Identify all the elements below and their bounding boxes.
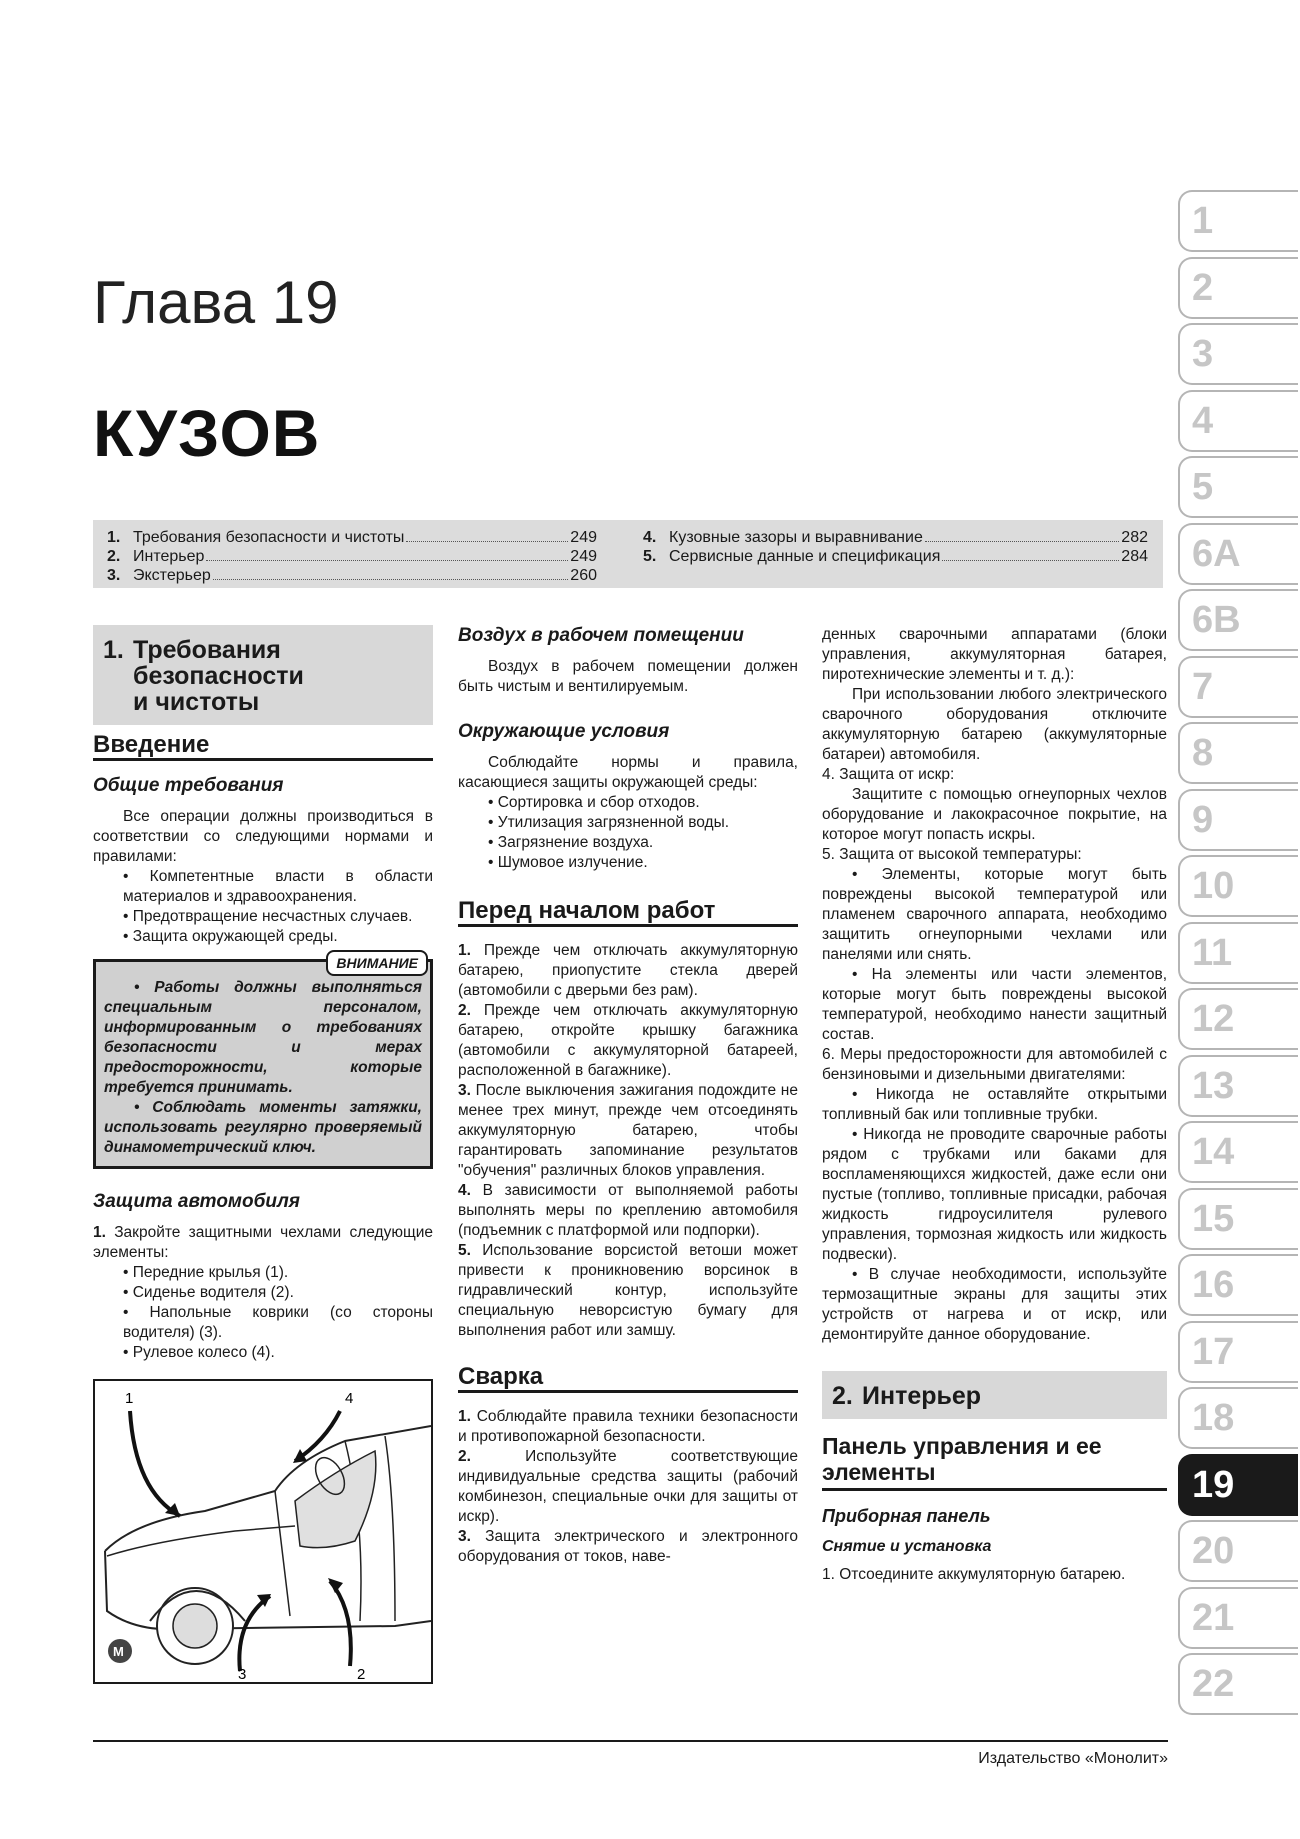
bullet-item: • Сортировка и сбор отходов. — [458, 793, 798, 813]
section-number: 1. — [103, 636, 124, 664]
chapter-tab-13[interactable]: 13 — [1178, 1055, 1298, 1117]
column-1 — [93, 625, 433, 1684]
numbered-item — [458, 1001, 798, 1081]
chapter-tab-20[interactable]: 20 — [1178, 1520, 1298, 1582]
chapter-tab-3[interactable]: 3 — [1178, 323, 1298, 385]
toc-right-column — [643, 528, 1148, 566]
bullet-item: • Защита окружающей среды. — [93, 927, 433, 947]
chapter-tab-1[interactable]: 1 — [1178, 190, 1298, 252]
section-title: Интерьер — [862, 1382, 982, 1410]
footer-divider — [93, 1740, 1168, 1742]
bullet-item: • Передние крылья (1). — [93, 1263, 433, 1283]
chapter-tab-21[interactable]: 21 — [1178, 1587, 1298, 1649]
svg-text:M: M — [113, 1644, 124, 1659]
numbered-item: 4. Защита от искр: — [822, 766, 955, 783]
numbered-item — [458, 941, 798, 1001]
toc-item[interactable] — [643, 547, 1148, 566]
item-number: 5. — [458, 1242, 471, 1259]
item-text: В зависимости от выполняемой работы выполнять меры по креплению автомобиля (подъемник с платформой или подпорки). — [458, 1182, 799, 1239]
figure-label-1: 1 — [125, 1390, 134, 1407]
section-title-line: и чистоты — [133, 688, 260, 716]
item-number: 3. — [458, 1082, 471, 1099]
toc-item-text: Кузовные зазоры и выравнивание — [669, 529, 923, 546]
section-title-line: Требования — [133, 636, 281, 664]
item-number: 1. — [458, 942, 471, 959]
paragraph: При использовании любого электрического сварочного оборудования отключите аккумуляторную батарею (аккумуляторные батареи) автомобиля. — [822, 686, 1167, 763]
numbered-item: 1. Отсоедините аккумуляторную батарею. — [822, 1566, 1126, 1583]
bullet-item: • Компетентные власти в области материалов и здравоохранения. — [93, 867, 433, 907]
toc-item-page: 260 — [570, 567, 597, 584]
item-text: Защита электрического и электронного оборудования от токов, наве- — [458, 1528, 798, 1565]
item-number: 2. — [458, 1448, 471, 1465]
figure-label-2: 2 — [357, 1666, 366, 1682]
chapter-tab-19[interactable]: 19 — [1178, 1454, 1298, 1516]
item-number: 1. — [93, 1224, 106, 1241]
numbered-item — [458, 1241, 798, 1341]
warning-text-1: Работы должны выполняться специальным персоналом, информированным о требованиях безопасности и мерах предосторожности, которые требуется принимать. — [104, 979, 422, 1096]
section-1-header — [93, 625, 433, 725]
general-requirements-heading: Общие требования — [93, 775, 284, 796]
bullet-paragraph: • Элементы, которые могут быть повреждены высокой температурой или пламенем сварочного аппарата, необходимо защитить огнеупорными чехлами или панелями или снять. — [822, 866, 1167, 963]
car-protection-heading: Защита автомобиля — [93, 1191, 300, 1212]
toc-leader — [942, 560, 1119, 561]
numbered-item — [458, 1081, 798, 1181]
chapter-tab-2[interactable]: 2 — [1178, 257, 1298, 319]
bullet-paragraph: • На элементы или части элементов, которые могут быть повреждены высокой температурой, необходимо нанести защитный состав. — [822, 966, 1167, 1043]
toc-item-text: Сервисные данные и спецификация — [669, 548, 941, 565]
chapter-tab-6b[interactable]: 6B — [1178, 589, 1298, 651]
publisher-name: Издательство «Монолит» — [978, 1750, 1168, 1767]
toc-item[interactable] — [107, 547, 597, 566]
chapter-tab-4[interactable]: 4 — [1178, 390, 1298, 452]
toc-item[interactable] — [107, 566, 597, 585]
chapter-tab-14[interactable]: 14 — [1178, 1121, 1298, 1183]
bullet-text: В случае необходимости, используйте термозащитные экраны для защиты этих устройств от нагрева и от искр, или демонтируйте данное оборудование. — [822, 1266, 1167, 1343]
chapter-tab-12[interactable]: 12 — [1178, 988, 1298, 1050]
numbered-item — [458, 1447, 798, 1527]
bullet-item: • Загрязнение воздуха. — [458, 833, 798, 853]
bullet-text: Никогда не оставляйте открытыми топливный бак или топливные трубки. — [822, 1086, 1168, 1123]
before-work-heading: Перед началом работ — [458, 901, 798, 927]
car-illustration — [95, 1381, 431, 1682]
column-3 — [822, 625, 1167, 1585]
toc-item-text: Экстерьер — [133, 567, 211, 584]
toc-item-page: 282 — [1121, 529, 1148, 546]
column-2 — [458, 625, 798, 1567]
dashboard-heading: Приборная панель — [822, 1506, 991, 1526]
numbered-item — [458, 1407, 798, 1447]
chapter-tab-10[interactable]: 10 — [1178, 855, 1298, 917]
item-text: Используйте соответствующие индивидуальные средства защиты (рабочий комбинезон, специальные очки для защиты от искр). — [458, 1448, 799, 1525]
item-text: Соблюдайте правила техники безопасности и противопожарной безопасности. — [458, 1408, 799, 1445]
environment-heading: Окружающие условия — [458, 721, 670, 742]
intro-heading: Введение — [93, 735, 433, 761]
air-heading: Воздух в рабочем помещении — [458, 625, 744, 646]
numbered-item: 5. Защита от высокой температуры: — [822, 846, 1082, 863]
chapter-tab-8[interactable]: 8 — [1178, 722, 1298, 784]
chapter-tab-22[interactable]: 22 — [1178, 1653, 1298, 1715]
toc-leader — [925, 541, 1119, 542]
toc-leader — [406, 541, 568, 542]
chapter-tab-7[interactable]: 7 — [1178, 656, 1298, 718]
item-text: Использование ворсистой ветоши может привести к проникновению ворсинок в гидравлический контур, используйте специальную неворсистую бумагу для выполнения работ или замшу. — [458, 1242, 798, 1339]
section-title-line: безопасности — [133, 662, 304, 690]
warning-box — [93, 955, 433, 1169]
chapter-tab-15[interactable]: 15 — [1178, 1188, 1298, 1250]
chapter-tab-9[interactable]: 9 — [1178, 789, 1298, 851]
toc-item-number: 2. — [107, 548, 121, 565]
bullet-text: На элементы или части элементов, которые могут быть повреждены высокой температурой, необходимо нанести защитный состав. — [822, 966, 1167, 1043]
welding-heading: Сварка — [458, 1367, 798, 1393]
toc-item-page: 284 — [1121, 548, 1148, 565]
bullet-text: Элементы, которые могут быть повреждены высокой температурой или пламенем сварочного аппарата, необходимо защитить огнеупорными чехлами или панелями или снять. — [822, 866, 1167, 963]
toc-item-number: 5. — [643, 548, 657, 565]
warning-text: • Соблюдать моменты затяжки, использовать регулярно проверяемый динамометрический ключ. — [104, 1099, 422, 1156]
air-text: Воздух в рабочем помещении должен быть чистым и вентилируемым. — [458, 658, 798, 695]
numbered-item — [458, 1527, 798, 1567]
general-text: Все операции должны производиться в соответствии со следующими нормами и правилами: — [93, 808, 433, 865]
item-number: 3. — [458, 1528, 471, 1545]
warning-label: ВНИМАНИЕ — [326, 950, 428, 976]
toc-item-page: 249 — [570, 529, 597, 546]
numbered-item: 6. Меры предосторожности для автомобилей с бензиновыми и дизельными двигателями: — [822, 1046, 1167, 1083]
toc-item-number: 1. — [107, 529, 121, 546]
figure-label-4: 4 — [345, 1390, 354, 1407]
protect-text — [93, 1223, 433, 1263]
toc-left-column — [107, 528, 597, 585]
toc-item-number: 3. — [107, 567, 121, 584]
numbered-item — [458, 1181, 798, 1241]
chapter-title: КУЗОВ — [93, 396, 321, 470]
toc-leader — [213, 579, 569, 580]
item-number: 1. — [458, 1408, 471, 1425]
chapter-tab-5[interactable]: 5 — [1178, 456, 1298, 518]
bullet-text: Никогда не проводите сварочные работы рядом с трубками или баками для воспламеняющихся жидкостей, даже если они пустые (топливо, топливные присадки, рабочая жидкость гидроусилителя рулевого управления, тормозная жидкость или жидкость подвески). — [822, 1126, 1168, 1263]
chapter-tab-16[interactable]: 16 — [1178, 1254, 1298, 1316]
item-text: Прежде чем отключать аккумуляторную батарею, откройте крышку багажника (автомобили с аккумуляторной батареей, расположенной в багажнике). — [458, 1002, 798, 1079]
toc-item-text: Интерьер — [133, 548, 205, 565]
chapter-number: Глава 19 — [93, 269, 339, 336]
bullet-item: • Шумовое излучение. — [458, 853, 798, 873]
removal-installation-heading: Снятие и установка — [822, 1538, 992, 1555]
item-text: После выключения зажигания подождите не менее трех минут, прежде чем отсоединять аккумуляторную батарею, чтобы гарантировать запоминание результатов "обучения" различных блоков управления. — [458, 1082, 798, 1179]
control-panel-heading: Панель управления и ее элементы — [822, 1433, 1167, 1491]
item-number: 4. — [458, 1182, 471, 1199]
toc-item-page: 249 — [570, 548, 597, 565]
environment-text: Соблюдайте нормы и правила, касающиеся защиты окружающей среды: — [458, 754, 798, 791]
figure-label-3: 3 — [238, 1666, 247, 1682]
item-text: Прежде чем отключать аккумуляторную батарею, приопустите стекла дверей (автомобили с дверьми без рам). — [458, 942, 798, 999]
table-of-contents — [93, 520, 1163, 588]
paragraph: Защитите с помощью огнеупорных чехлов оборудование и лакокрасочное покрытие, на которое могут попасть искры. — [822, 786, 1167, 843]
warning-text: • Работы должны выполняться специальным персоналом, информированным о требованиях безопасности и мерах предосторожности, которые требуется принимать. — [104, 979, 422, 1096]
bullet-paragraph: • Никогда не проводите сварочные работы рядом с трубками или баками для воспламеняющихся жидкостей, даже если они пустые (топливо, топливные присадки, рабочая жидкость гидроусилителя рулевого управления, тормозная жидкость или жидкость подвески). — [822, 1126, 1168, 1263]
chapter-tab-11[interactable]: 11 — [1178, 922, 1298, 984]
toc-item[interactable] — [643, 528, 1148, 547]
bullet-paragraph: • Никогда не оставляйте открытыми топливный бак или топливные трубки. — [822, 1086, 1168, 1123]
protect-text-body: Закройте защитными чехлами следующие элементы: — [93, 1224, 433, 1261]
bullet-item: • Рулевое колесо (4). — [93, 1343, 433, 1363]
car-protection-figure — [93, 1379, 433, 1684]
section-number: 2. — [832, 1382, 853, 1410]
warning-text-2: Соблюдать моменты затяжки, использовать регулярно проверяемый динамометрический ключ. — [104, 1099, 422, 1156]
chapter-tab-6a[interactable]: 6A — [1178, 523, 1298, 585]
bullet-item: • Напольные коврики (со стороны водителя) (3). — [93, 1303, 433, 1343]
toc-item-text: Требования безопасности и чистоты — [133, 529, 405, 546]
chapter-tab-17[interactable]: 17 — [1178, 1321, 1298, 1383]
toc-leader — [206, 560, 568, 561]
bullet-item: • Утилизация загрязненной воды. — [458, 813, 798, 833]
toc-item-number: 4. — [643, 529, 657, 546]
item-number: 2. — [458, 1002, 471, 1019]
bullet-item: • Сиденье водителя (2). — [93, 1283, 433, 1303]
section-2-header — [822, 1371, 1167, 1419]
bullet-paragraph: • В случае необходимости, используйте термозащитные экраны для защиты этих устройств от нагрева и от искр, или демонтируйте данное оборудование. — [822, 1266, 1167, 1343]
paragraph: денных сварочными аппаратами (блоки управления, аккумуляторная батарея, пиротехнические элементы и т. д.): — [822, 626, 1167, 683]
toc-item[interactable] — [107, 528, 597, 547]
bullet-item: • Предотвращение несчастных случаев. — [93, 907, 433, 927]
chapter-tab-18[interactable]: 18 — [1178, 1387, 1298, 1449]
